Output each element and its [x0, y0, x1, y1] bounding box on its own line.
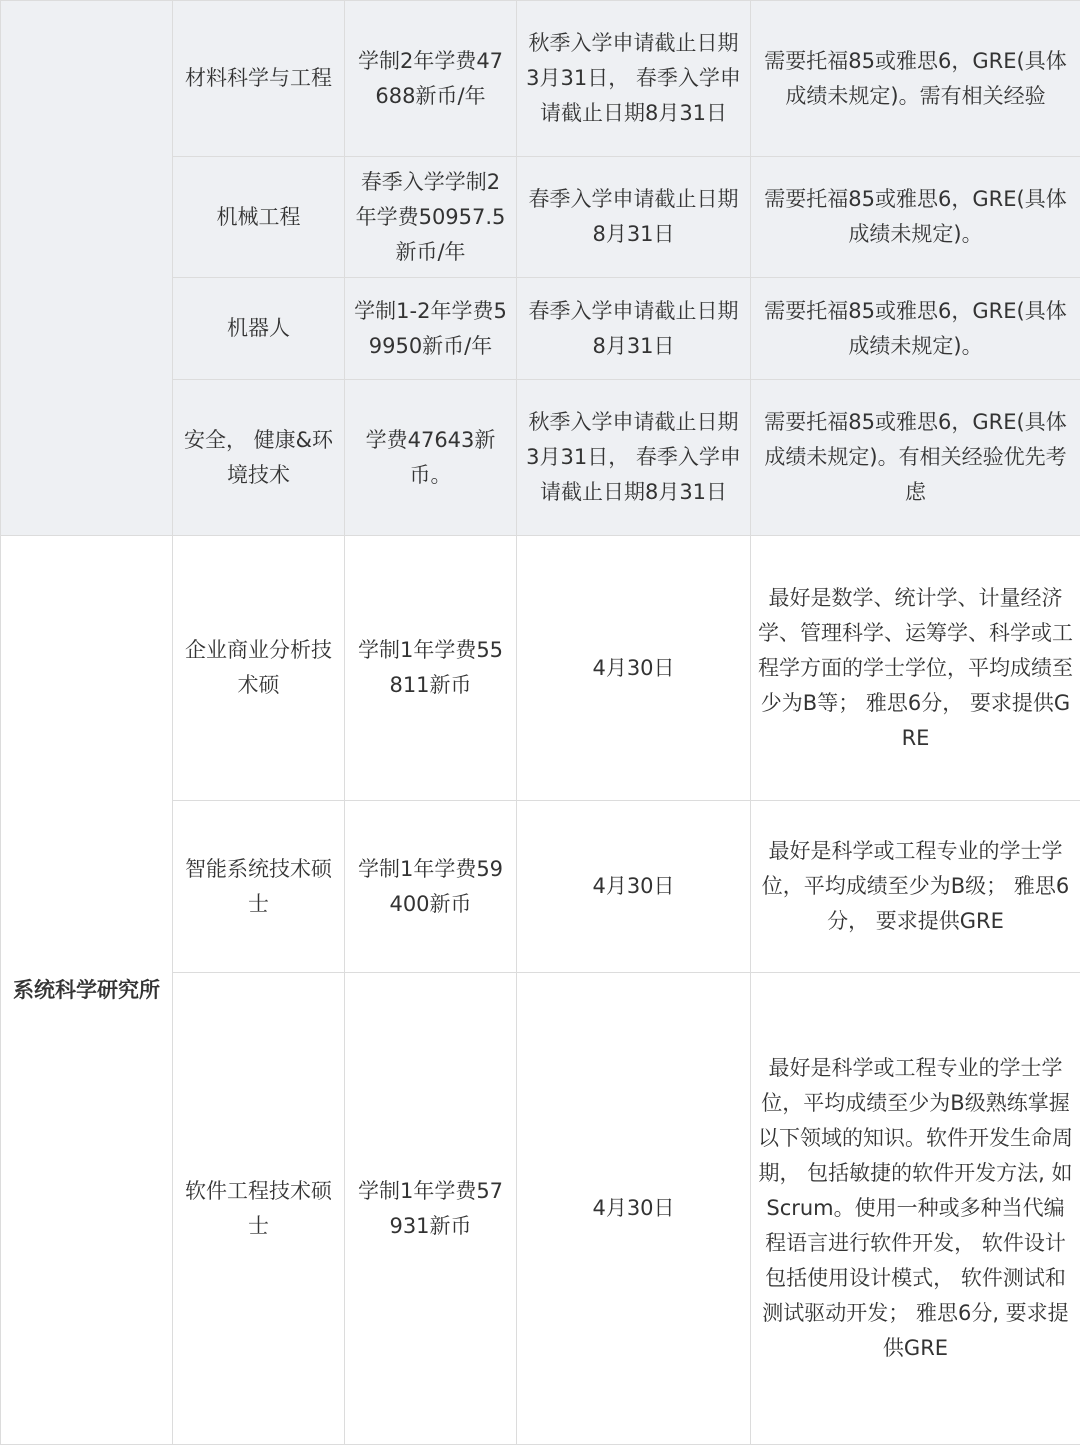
application-deadline: 春季入学申请截止日期8月31日	[517, 278, 751, 380]
tuition-fee: 春季入学学制2年学费50957.5新币/年	[345, 157, 517, 278]
admission-requirement: 需要托福85或雅思6，GRE(具体成绩未规定)。	[751, 278, 1080, 380]
institute-cell: 系统科学研究所	[1, 536, 173, 1445]
table-row	[1, 1, 1080, 157]
table-row	[1, 536, 1080, 801]
tuition-fee: 学制1-2年学费59950新币/年	[345, 278, 517, 380]
tuition-fee: 学制1年学费59400新币	[345, 801, 517, 973]
admission-requirement: 需要托福85或雅思6，GRE(具体成绩未规定)。需有相关经验	[751, 1, 1080, 157]
program-name: 智能系统技术硕士	[173, 801, 345, 973]
program-name: 材料科学与工程	[173, 1, 345, 157]
program-name: 企业商业分析技术硕	[173, 536, 345, 801]
admission-requirement: 最好是数学、统计学、计量经济学、管理科学、运筹学、科学或工程学方面的学士学位，平均成绩至少为B等； 雅思6分， 要求提供GRE	[751, 536, 1080, 801]
program-name: 机器人	[173, 278, 345, 380]
tuition-fee: 学费47643新币。	[345, 380, 517, 536]
admission-requirement: 最好是科学或工程专业的学士学位，平均成绩至少为B级熟练掌握以下领域的知识。软件开发生命周期， 包括敏捷的软件开发方法, 如Scrum。使用一种或多种当代编程语言进行软件开发， 软件设计包括使用设计模式， 软件测试和测试驱动开发； 雅思6分, 要求提供GRE	[751, 973, 1080, 1445]
application-deadline: 4月30日	[517, 536, 751, 801]
program-name: 机械工程	[173, 157, 345, 278]
application-deadline: 4月30日	[517, 973, 751, 1445]
tuition-fee: 学制1年学费57931新币	[345, 973, 517, 1445]
admission-requirement: 最好是科学或工程专业的学士学位，平均成绩至少为B级； 雅思6分， 要求提供GRE	[751, 801, 1080, 973]
program-name: 软件工程技术硕士	[173, 973, 345, 1445]
tuition-fee: 学制2年学费47688新币/年	[345, 1, 517, 157]
program-name: 安全， 健康&环境技术	[173, 380, 345, 536]
admission-requirement: 需要托福85或雅思6，GRE(具体成绩未规定)。	[751, 157, 1080, 278]
tuition-fee: 学制1年学费55811新币	[345, 536, 517, 801]
institute-cell	[1, 1, 173, 536]
application-deadline: 4月30日	[517, 801, 751, 973]
application-deadline: 春季入学申请截止日期8月31日	[517, 157, 751, 278]
application-deadline: 秋季入学申请截止日期3月31日， 春季入学申请截止日期8月31日	[517, 1, 751, 157]
admission-requirement: 需要托福85或雅思6，GRE(具体成绩未规定)。有相关经验优先考虑	[751, 380, 1080, 536]
application-deadline: 秋季入学申请截止日期3月31日， 春季入学申请截止日期8月31日	[517, 380, 751, 536]
